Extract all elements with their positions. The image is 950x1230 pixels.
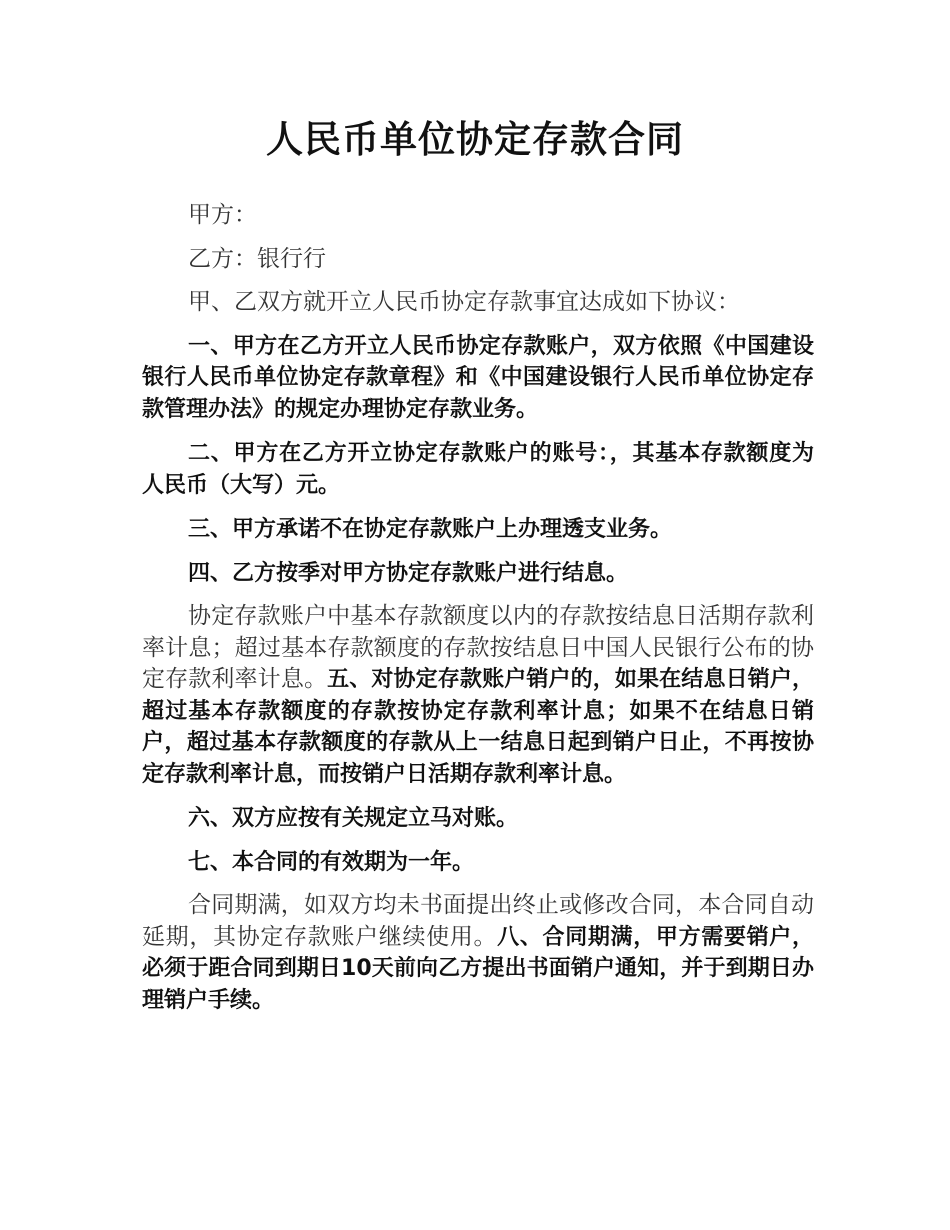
document-body [142, 200, 814, 1029]
clause-3: 三、甲方承诺不在协定存款账户上办理透支业务。 [188, 517, 673, 542]
clause-2: 二、甲方在乙方开立协定存款账户的账号：，其基本存款额度为人民币（大写）元。 [142, 441, 814, 498]
clause-5: 五、对协定存款账户销户的，如果在结息日销户，超过基本存款额度的存款按协定存款利率计息；如果不在结息日销户，超过基本存款额度的存款从上一结息日起到销户日止，不再按协定存款利率计息，而按销户日活期存款利率计息。 [142, 667, 814, 787]
intro-paragraph: 甲、乙双方就开立人民币协定存款事宜达成如下协议： [188, 289, 740, 315]
clause-8: 八、合同期满，甲方需要销户，必须于距合同到期日10天前向乙方提出书面销户通知，并于到期日办理销户手续。 [142, 924, 814, 1013]
clause-7: 七、本合同的有效期为一年。 [188, 849, 475, 875]
extension-note: 合同期满，如双方均未书面提出终止或修改合同，本合同自动延期，其协定存款账户继续使用。 [142, 892, 814, 950]
clause-4: 四、乙方按季对甲方协定存款账户进行结息。 [188, 560, 629, 586]
extension-paragraph [142, 890, 814, 1016]
party-b-line: 乙方：银行行 [188, 245, 326, 272]
page-title: 人民币单位协定存款合同 [266, 118, 684, 161]
clause-1: 一、甲方在乙方开立人民币协定存款账户，双方依照《中国建设银行人民币单位协定存款章程》和《中国建设银行人民币单位协定存款管理办法》的规定办理协定存款业务。 [142, 333, 814, 422]
interest-note: 协定存款账户中基本存款额度以内的存款按结息日活期存款利率计息；超过基本存款额度的存款按结息日中国人民银行公布的协定存款利率计息。 [142, 603, 814, 692]
interest-paragraph [142, 601, 814, 790]
party-a-line: 甲方： [188, 202, 257, 228]
clause-6: 六、双方应按有关规定立马对账。 [188, 806, 519, 831]
